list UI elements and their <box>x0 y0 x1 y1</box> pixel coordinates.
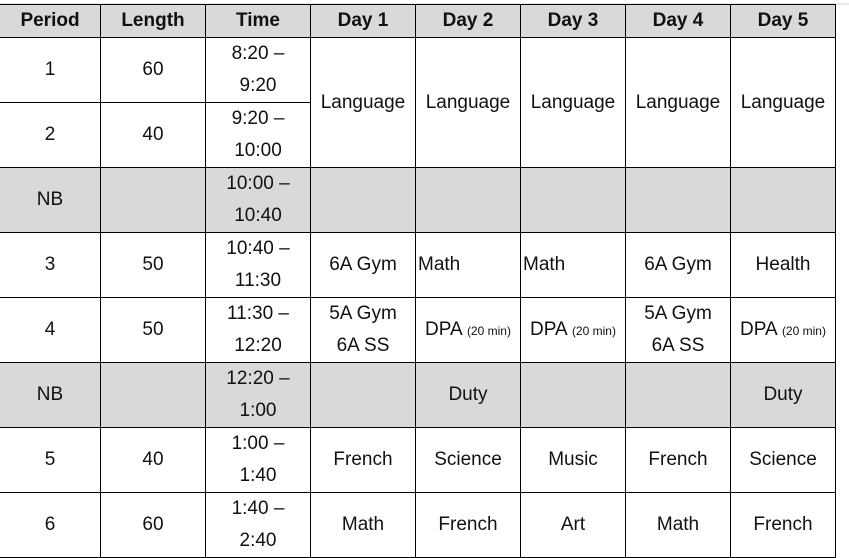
length-cell[interactable]: 50 <box>101 298 206 363</box>
day-cell[interactable]: Math <box>311 493 416 558</box>
length-cell[interactable]: 60 <box>101 493 206 558</box>
time-end: 2:40 <box>239 530 277 551</box>
day-cell[interactable] <box>416 298 521 363</box>
time-cell[interactable] <box>206 493 311 558</box>
day-cell[interactable] <box>626 168 731 233</box>
day-cell[interactable]: 6A Gym <box>311 233 416 298</box>
day-cell[interactable]: Math <box>416 233 521 298</box>
header-period[interactable]: Period <box>0 5 101 38</box>
day-cell[interactable]: 6A Gym <box>626 233 731 298</box>
header-day5[interactable]: Day 5 <box>731 5 836 38</box>
day-cell[interactable]: Duty <box>416 363 521 428</box>
day-cell[interactable] <box>521 168 626 233</box>
dpa-label: DPA <box>740 318 777 340</box>
table-row <box>0 428 836 493</box>
time-cell[interactable] <box>206 233 311 298</box>
time-start: 10:40 – <box>226 238 290 259</box>
length-cell[interactable]: 60 <box>101 38 206 103</box>
time-end: 12:20 <box>234 335 282 356</box>
day-cell[interactable] <box>626 363 731 428</box>
dpa-duration: (20 min) <box>466 323 511 338</box>
day-cell[interactable]: Music <box>521 428 626 493</box>
time-cell[interactable] <box>206 363 311 428</box>
class-line-1: 5A Gym <box>644 303 712 324</box>
time-start: 9:20 – <box>231 108 285 129</box>
table-row <box>0 233 836 298</box>
table-row <box>0 298 836 363</box>
day-cell[interactable]: French <box>626 428 731 493</box>
header-day2[interactable]: Day 2 <box>416 5 521 38</box>
day-cell[interactable]: Duty <box>731 363 836 428</box>
time-start: 1:00 – <box>231 433 285 454</box>
day-cell[interactable]: Art <box>521 493 626 558</box>
period-cell[interactable]: NB <box>0 363 101 428</box>
day-cell[interactable]: Health <box>731 233 836 298</box>
day5-language-cell[interactable]: Language <box>731 38 836 168</box>
time-cell[interactable] <box>206 428 311 493</box>
day-cell[interactable] <box>731 298 836 363</box>
time-end: 9:20 <box>239 75 277 96</box>
length-cell[interactable]: 40 <box>101 428 206 493</box>
day-cell[interactable] <box>626 298 731 363</box>
day-cell[interactable]: French <box>416 493 521 558</box>
day1-language-cell[interactable]: Language <box>311 38 416 168</box>
time-end: 1:00 <box>239 400 277 421</box>
time-cell[interactable] <box>206 103 311 168</box>
header-row <box>0 5 836 38</box>
table-row <box>0 38 836 103</box>
time-start: 11:30 – <box>227 303 289 324</box>
day-cell[interactable] <box>416 168 521 233</box>
length-cell[interactable] <box>101 363 206 428</box>
time-end: 10:00 <box>234 140 282 161</box>
dpa-label: DPA <box>530 318 567 340</box>
day3-language-cell[interactable]: Language <box>521 38 626 168</box>
time-cell[interactable] <box>206 38 311 103</box>
day-cell[interactable] <box>521 298 626 363</box>
class-line-2: 6A SS <box>336 335 390 356</box>
table-row <box>0 493 836 558</box>
time-start: 1:40 – <box>231 498 285 519</box>
table-row-nutrition-break <box>0 168 836 233</box>
day-cell[interactable]: Math <box>626 493 731 558</box>
header-time[interactable]: Time <box>206 5 311 38</box>
day-cell[interactable] <box>521 363 626 428</box>
day-cell[interactable]: French <box>311 428 416 493</box>
period-cell[interactable]: 4 <box>0 298 101 363</box>
header-day1[interactable]: Day 1 <box>311 5 416 38</box>
period-cell[interactable]: 1 <box>0 38 101 103</box>
header-day4[interactable]: Day 4 <box>626 5 731 38</box>
time-end: 1:40 <box>239 465 277 486</box>
header-length[interactable]: Length <box>101 5 206 38</box>
time-cell[interactable] <box>206 298 311 363</box>
period-cell[interactable]: 3 <box>0 233 101 298</box>
day-cell[interactable] <box>311 363 416 428</box>
dpa-duration: (20 min) <box>781 323 826 338</box>
time-cell[interactable] <box>206 168 311 233</box>
day-cell[interactable]: French <box>731 493 836 558</box>
time-end: 10:40 <box>234 205 282 226</box>
day-cell[interactable] <box>731 168 836 233</box>
class-line-1: 5A Gym <box>329 303 397 324</box>
period-cell[interactable]: NB <box>0 168 101 233</box>
length-cell[interactable]: 50 <box>101 233 206 298</box>
period-cell[interactable]: 6 <box>0 493 101 558</box>
time-end: 11:30 <box>234 270 282 291</box>
timetable <box>0 4 836 558</box>
time-start: 10:00 – <box>226 173 290 194</box>
time-start: 12:20 – <box>226 368 290 389</box>
period-cell[interactable]: 2 <box>0 103 101 168</box>
length-cell[interactable]: 40 <box>101 103 206 168</box>
day-cell[interactable]: Science <box>731 428 836 493</box>
time-start: 8:20 – <box>231 43 285 64</box>
header-day3[interactable]: Day 3 <box>521 5 626 38</box>
class-line-2: 6A SS <box>651 335 705 356</box>
day-cell[interactable] <box>311 298 416 363</box>
dpa-label: DPA <box>425 318 462 340</box>
day-cell[interactable]: Math <box>521 233 626 298</box>
dpa-duration: (20 min) <box>571 323 616 338</box>
day4-language-cell[interactable]: Language <box>626 38 731 168</box>
day-cell[interactable] <box>311 168 416 233</box>
length-cell[interactable] <box>101 168 206 233</box>
day2-language-cell[interactable]: Language <box>416 38 521 168</box>
day-cell[interactable]: Science <box>416 428 521 493</box>
table-row-nutrition-break <box>0 363 836 428</box>
period-cell[interactable]: 5 <box>0 428 101 493</box>
